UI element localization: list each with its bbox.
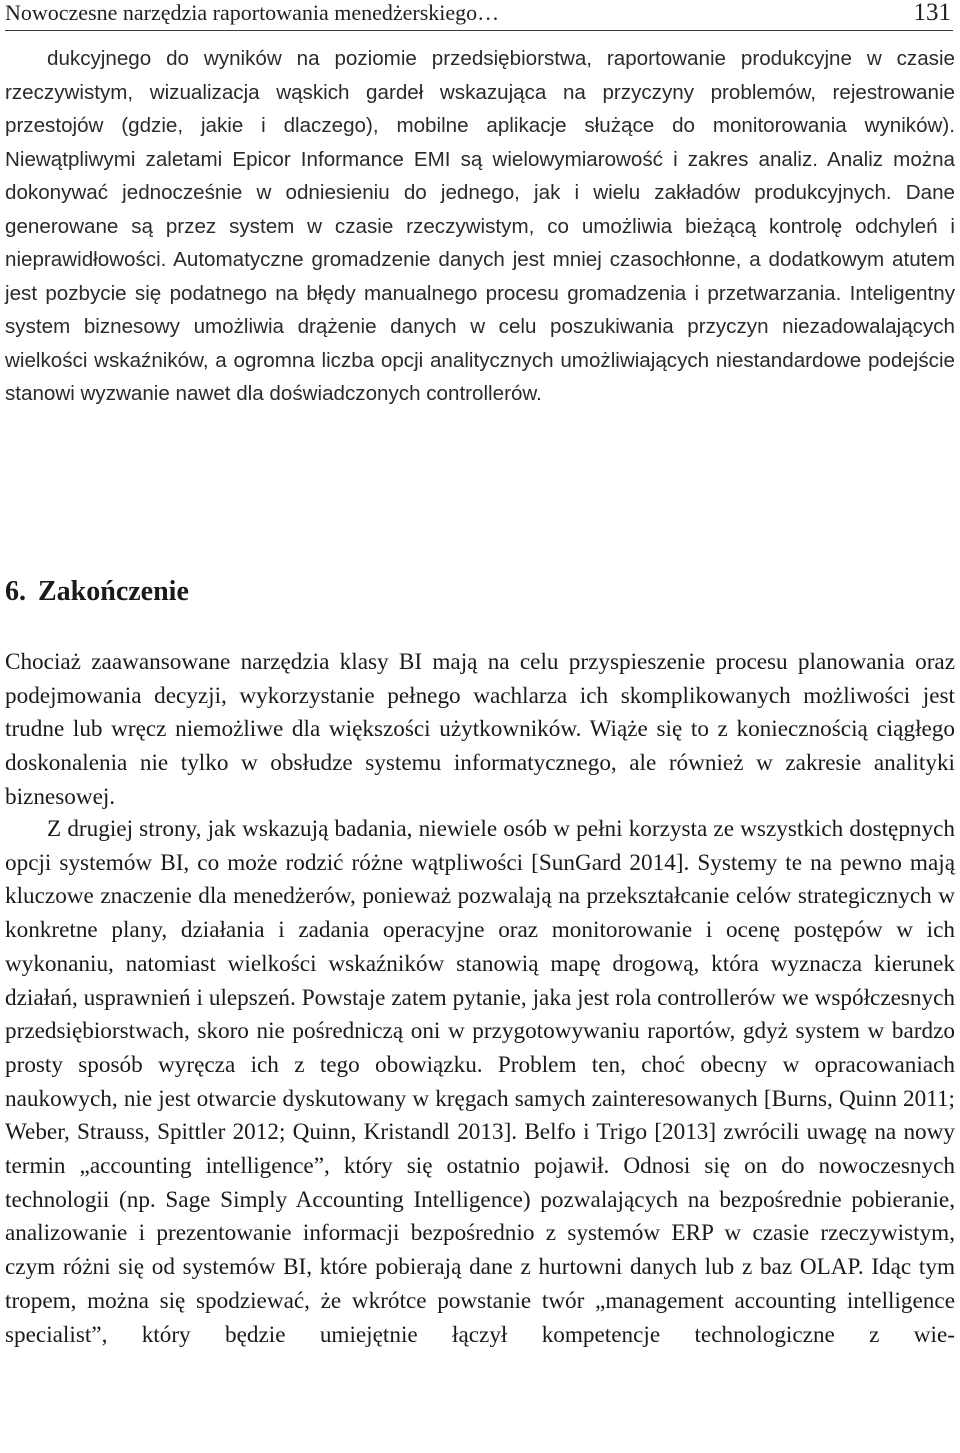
paragraph-continued: dukcyjnego do wyników na poziomie przedsiębiorstwa, raportowanie produkcyjne w czasie rzeczywistym, wizualizacja wąskich gardeł wskazująca na przyczyny problemów, rejestrowanie przestojów (gdzie, jakie i dlaczego), mobilne aplikacje służące do monitorowania wyników). Niewątpliwymi zaletami Epicor Informance EMI są wielowymiarowość i zakres analiz. Analiz można dokonywać jednocześnie w odniesieniu do jednego, jak i wielu zakładów produkcyjnych. Dane generowane są przez system w czasie rzeczywistym, co umożliwia bieżącą kontrolę odchyleń i nieprawidłowości. Automatyczne gromadzenie danych jest mniej czasochłonne, a dodatkowym atutem jest pozbycie się podatnego na błędy manualnego procesu gromadzenia i przetwarzania. Inteligentny system biznesowy umożliwia drążenie danych w celu poszukiwania przyczyn niezadowalających wielkości wskaźników, a ogromna liczba opcji analitycznych umożliwiających niestandardowe podejście stanowi wyzwanie nawet dla doświadczonych controllerów. <box>5 47 955 405</box>
paragraph-conclusion-2: Z drugiej strony, jak wskazują badania, niewiele osób w pełni korzysta ze wszystkich dostępnych opcji systemów BI, co może rodzić różne wątpliwości [SunGard 2014]. Systemy te na pewno mają kluczowe znaczenie dla menedżerów, ponieważ pozwalają na przekształcanie celów strategicznych w konkretne plany, działania i zadania operacyjne oraz monitorowanie i ocenę postępów w ich wykonaniu, natomiast wielkości wskaźników stanowią mapę drogową, która wyznacza kierunek działań, usprawnień i ulepszeń. Powstaje zatem pytanie, jaka jest rola controllerów we współczesnych przedsiębiorstwach, skoro nie pośredniczą oni w przygotowywaniu raportów, gdyż system w bardzo prosty sposób wyręcza ich z tego obowiązku. Problem ten, choć obecny w opracowaniach naukowych, nie jest otwarcie dyskutowany w kręgach samych zainteresowanych [Burns, Quinn 2011; Weber, Strauss, Spittler 2012; Quinn, Kristandl 2013]. Belfo i Trigo [2013] zwrócili uwagę na nowy termin „accounting intelligence”, który się ostatnio pojawił. Odnosi się on do nowoczesnych technologii (np. Sage Simply Accounting Intelligence) pozwalających na bezpośrednie pobieranie, analizowanie i prezentowanie informacji bezpośrednio z systemów ERP w czasie rzeczywistym, czym różni się od systemów BI, które pobierają dane z hurtowni danych lub z baz OLAP. Idąc tym tropem, można się spodziewać, że wkrótce powstanie twór „management accounting intelligence specialist”, który będzie umiejętnie łączył kompetencje technologiczne z wie- <box>5 816 955 1348</box>
running-title: Nowoczesne narzędzia raportowania menedżerskiego… <box>5 0 500 25</box>
section-heading <box>5 572 189 612</box>
section-number: 6. <box>5 576 26 607</box>
paragraph-conclusion-1: Chociaż zaawansowane narzędzia klasy BI mają na celu przyspieszenie procesu planowania oraz podejmowania decyzji, wykorzystanie pełnego wachlarza ich skomplikowanych możliwości jest trudne lub wręcz niemożliwe dla większości użytkowników. Wiąże się to z koniecznością ciągłego doskonalenia nie tylko w obsłudze systemu informatycznego, ale również w zakresie analityki biznesowej. <box>5 649 955 810</box>
page-number: 131 <box>913 0 951 26</box>
section-title: Zakończenie <box>38 576 189 607</box>
running-header <box>5 0 953 31</box>
